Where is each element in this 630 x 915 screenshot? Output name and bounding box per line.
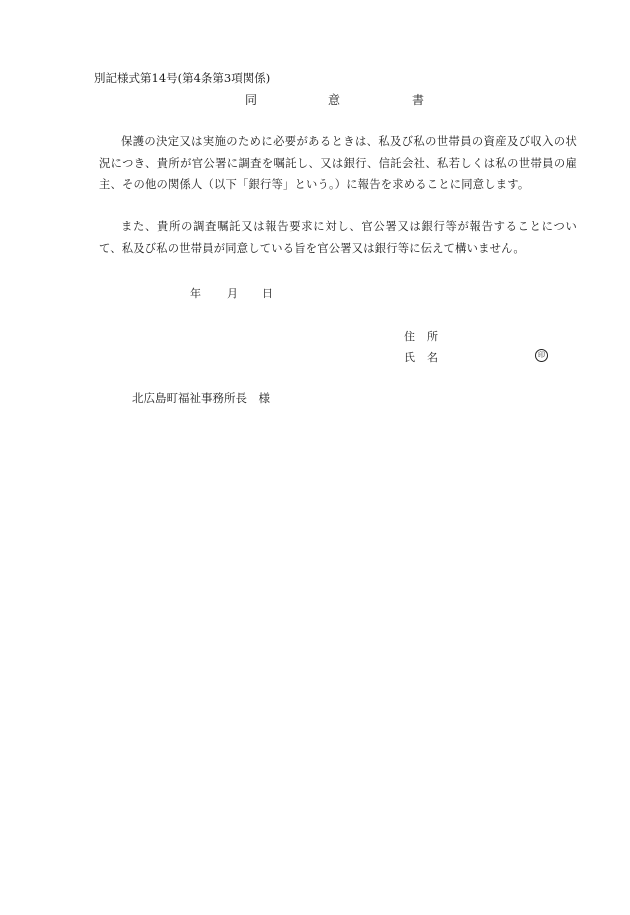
recipient-line: 北広島町福祉事務所長 様	[132, 391, 270, 405]
address-label-char-2: 所	[427, 330, 438, 343]
date-month: 月	[227, 287, 238, 300]
name-label-char-2: 名	[427, 351, 438, 364]
date-year: 年	[190, 287, 201, 300]
date-day: 日	[262, 287, 273, 300]
title-char-2: 意	[328, 93, 341, 107]
name-label-char-1: 氏	[404, 351, 415, 364]
seal-mark-icon: 印	[535, 349, 548, 362]
consent-paragraph-2: また、貴所の調査嘱託又は報告要求に対し、官公署又は銀行等が報告することについて、私及び私の世帯員が同意している旨を官公署又は銀行等に伝えて構いません。	[99, 220, 577, 255]
form-number-label: 別記様式第14号(第4条第3項関係)	[94, 71, 271, 85]
consent-paragraph-1: 保護の決定又は実施のために必要があるときは、私及び私の世帯員の資産及び収入の状況につき、貴所が官公署に調査を嘱託し、又は銀行、信託会社、私若しくは私の世帯員の雇主、その他の関係人（以下「銀行等」という。）に報告を求めることに同意します。	[99, 135, 577, 191]
title-char-3: 書	[412, 93, 425, 107]
address-label-char-1: 住	[404, 330, 415, 343]
title-char-1: 同	[245, 93, 258, 107]
